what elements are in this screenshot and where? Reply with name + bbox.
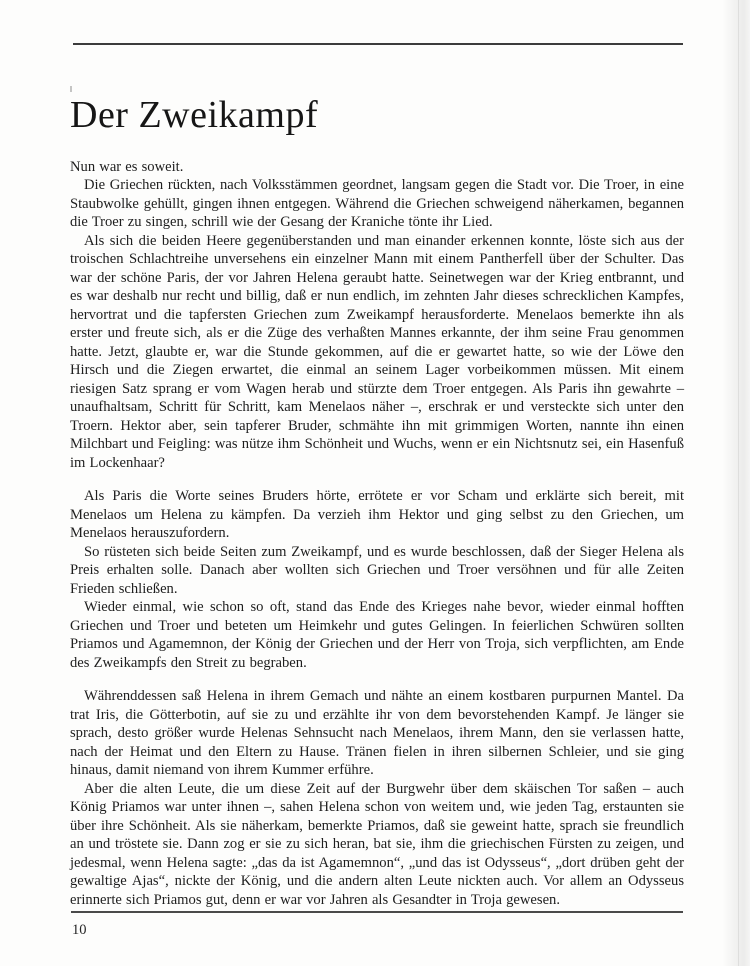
text-blocks — [70, 158, 684, 910]
page-number: 10 — [72, 922, 87, 938]
paragraph-block — [70, 158, 684, 473]
bottom-rule — [71, 911, 683, 913]
paragraph: Währenddessen saß Helena in ihrem Gemach und nähte an einem kostbaren purpurnen Mantel. Da trat Iris, die Götterbotin, auf sie zu und erzählte ihr von dem bevorstehenden Kampf. Je länger sie sprach, desto größer wurde Helenas Sehnsucht nach Menelaos, ihrem Mann, den sie verlassen hatte, nach der Heimat und den Eltern zu Hause. Tränen fielen in ihren silbernen Schleier, und sie ging hinaus, damit niemand von ihrem Kummer erführe. — [70, 688, 684, 779]
paragraph: Die Griechen rückten, nach Volksstämmen geordnet, langsam gegen die Stadt vor. Die Troer, in eine Staubwolke gehüllt, gingen ihnen entgegen. Während die Griechen schweigend näherkamen, begannen die Troer zu singen, schrill wie der Gesang der Kraniche tönte ihr Lied. — [70, 177, 684, 231]
paragraph: Als Paris die Worte seines Bruders hörte, errötete er vor Scham und erklärte sich bereit, mit Menelaos um Helena zu kämpfen. Da verzieh ihm Hektor und ging selbst zu den Griechen, um Menelaos herauszufordern. — [70, 488, 684, 542]
content-column — [70, 0, 684, 909]
page-edge-line — [738, 0, 739, 966]
paragraph: So rüsteten sich beide Seiten zum Zweikampf, und es wurde beschlossen, daß der Sieger Helena als Preis erhalten solle. Danach aber wollten sich Griechen und Troer versöhnen und für alle Zeiten Frieden schließen. — [70, 543, 684, 597]
chapter-title: Der Zweikampf — [70, 94, 319, 136]
paragraph-block — [70, 487, 684, 672]
paragraph: Wieder einmal, wie schon so oft, stand das Ende des Krieges nahe bevor, wieder einmal hofften Griechen und Troer und beteten um Heimkehr und gutes Gelingen. In feierlichen Schwüren sollten Priamos und Agamemnon, der König der Griechen und der Herr von Troja, sich verpflichten, am Ende des Zweikampfs den Streit zu begraben. — [70, 599, 684, 671]
paragraph: Nun war es soweit. — [70, 158, 184, 175]
page-edge-shadow — [722, 0, 750, 966]
paragraph-block — [70, 687, 684, 909]
paragraph: Als sich die beiden Heere gegenüberstanden und man einander erkennen konnte, löste sich aus der troischen Schlachtreihe unversehens ein einzelner Mann mit einem Pantherfell über der Schulter. Das war der schöne Paris, der vor Jahren Helena geraubt hatte. Seinetwegen war der Krieg entbrannt, und es war deshalb nur recht und billig, daß er nun endlich, im zehnten Jahr dieses schrecklichen Kampfes, hervortrat und die tapfersten Griechen zum Zweikampf herausforderte. Menelaos bemerkte ihn als erster und freute sich, als er die Züge des verhaßten Mannes erkannte, der ihm seine Frau genommen hatte. Jetzt, glaubte er, war die Stunde gekommen, auf die er gewartet hatte, so wie der Löwe den Hirsch und die Ziegen erwartet, die einmal an seinem Lager vorbeikommen müssen. Mit einem riesigen Satz sprang er vom Wagen herab und stürzte dem Troer entgegen. Als Paris ihn gewahrte – unaufhaltsam, Schritt für Schritt, kam Menelaos näher –, erschrak er und versteckte sich unter den Troern. Hektor aber, sein tapferer Bruder, schmähte ihn mit grimmigen Worten, nannte ihn einen Milchbart und Feigling: was nütze ihm Schönheit und Wuchs, wenn er ein Nichtsnutz sei, ein Hasenfuß im Lockenhaar? — [70, 232, 684, 471]
paragraph: Aber die alten Leute, die um diese Zeit auf der Burgwehr über dem skäischen Tor saßen – auch König Priamos war unter ihnen –, sahen Helena schon von weitem und, wie jeden Tag, erstaunten sie über ihre Schönheit. Als sie näherkam, bemerkte Priamos, daß sie geweint hatte, sprach sie freundlich an und tröstete sie. Dann zog er sie zu sich heran, bat sie, ihm die griechischen Fürsten zu zeigen, und jedesmal, wenn Helena sagte: „das da ist Agamemnon“, „und das ist Odysseus“, „dort drüben geht der gewaltige Ajas“, nickte der König, und die andern alten Leute nickten auch. Vor allem an Odysseus erinnerte sich Priamos gut, denn er war vor Jahren als Gesandter in Troja gewesen. — [70, 780, 684, 908]
